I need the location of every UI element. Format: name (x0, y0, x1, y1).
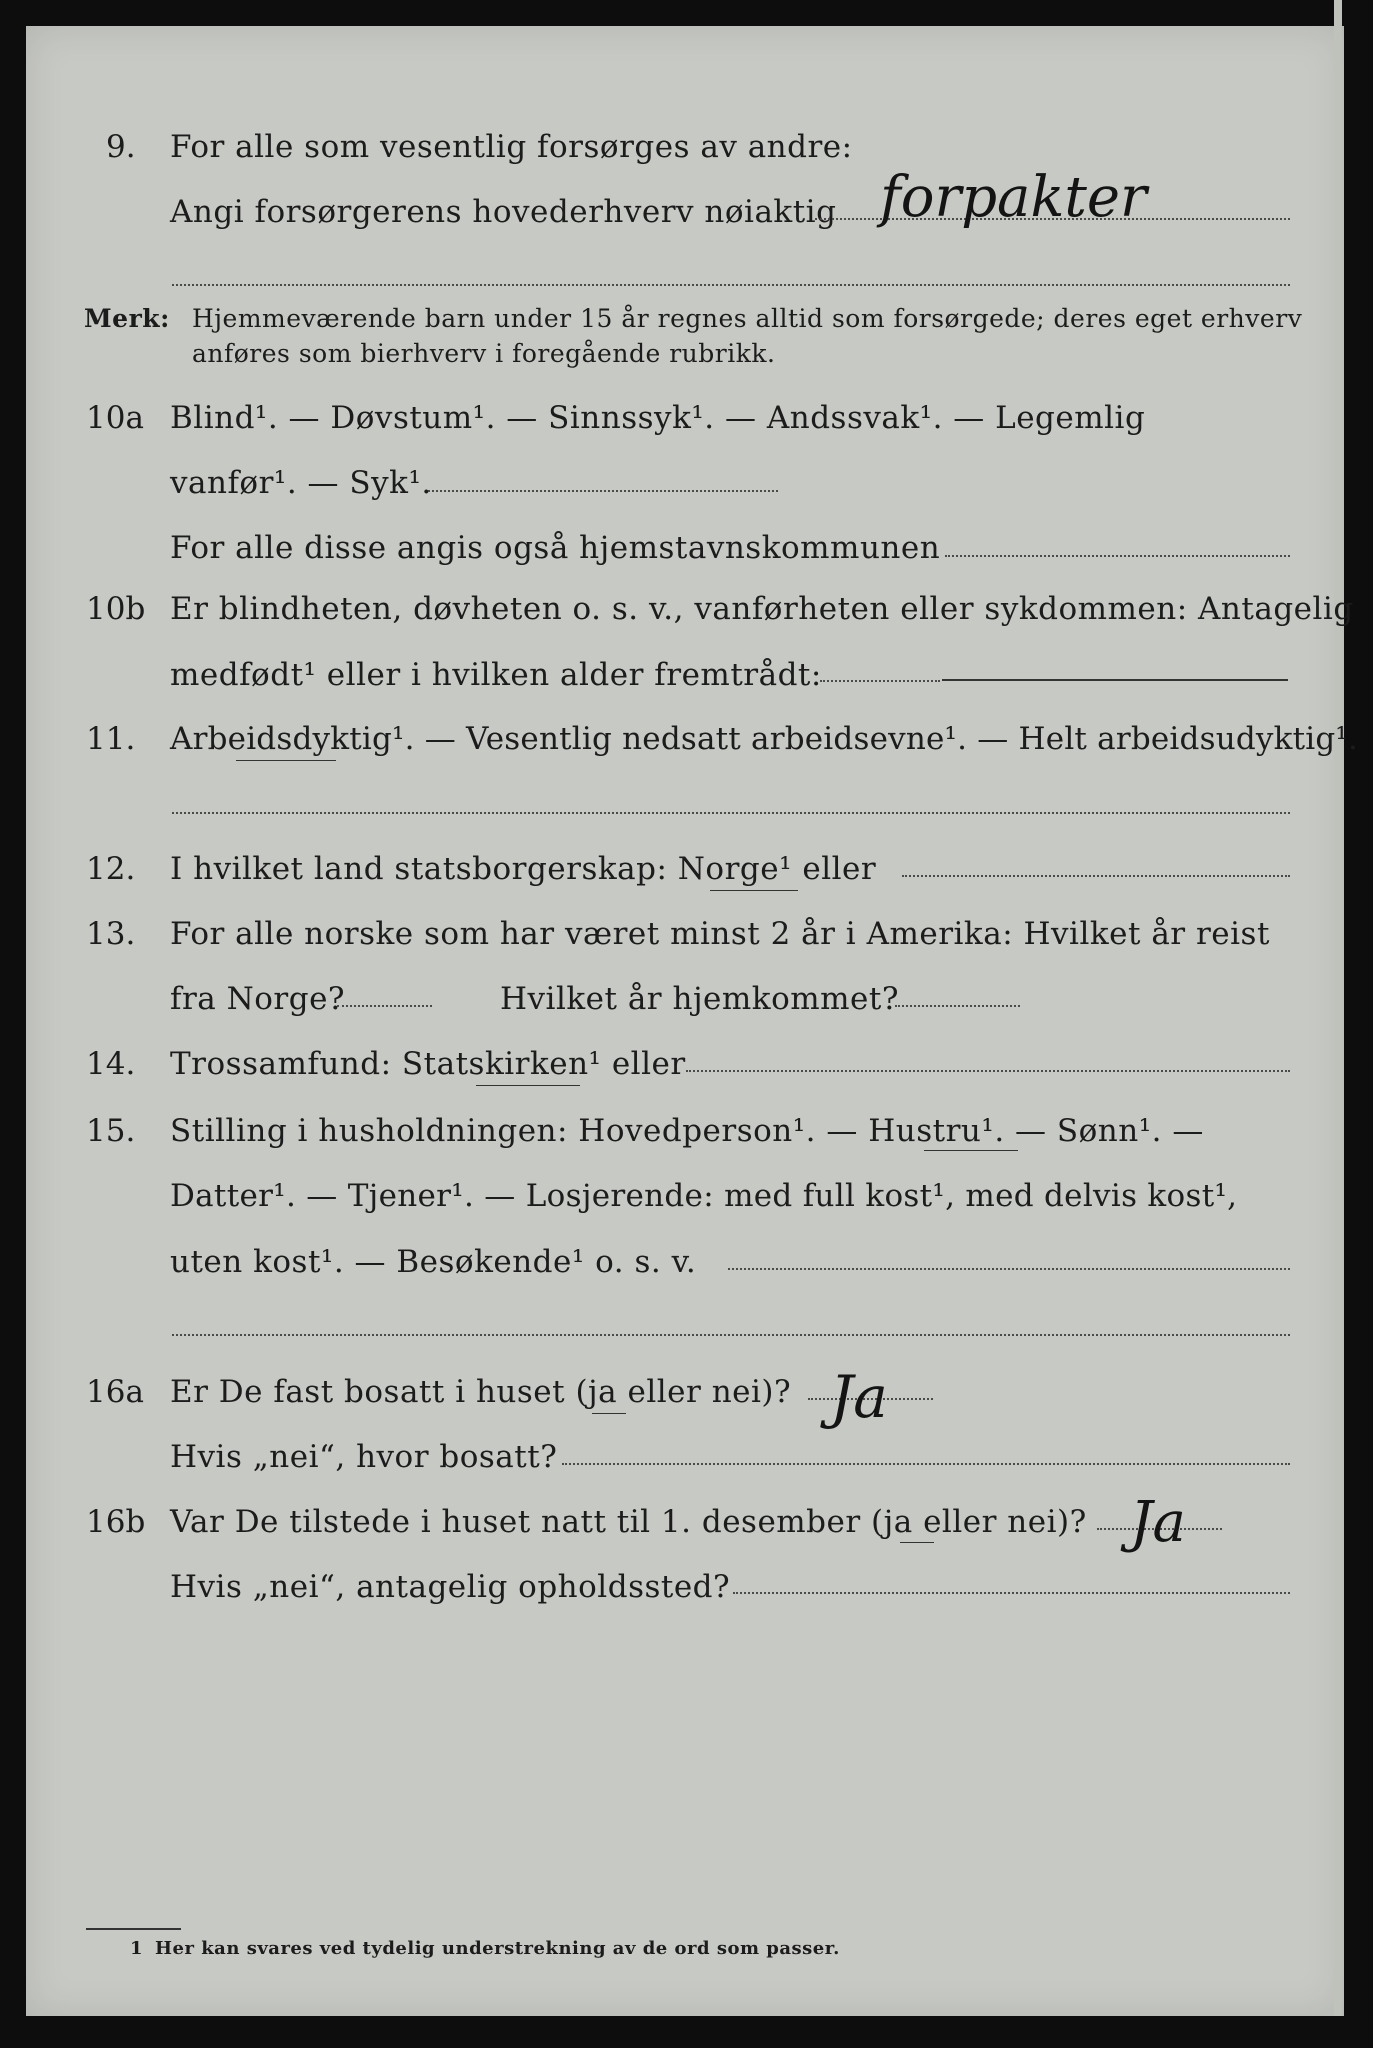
q15-answer-line (728, 1268, 1290, 1270)
scan-border-right (1347, 0, 1373, 2048)
q10b-number: 10b (86, 591, 146, 627)
q9-number: 9. (106, 129, 136, 165)
footnote-rule (86, 1928, 181, 1930)
q16a-bosatt-line (562, 1463, 1290, 1465)
q16a-number: 16a (86, 1374, 144, 1410)
q10b-line2: medfødt¹ eller i hvilken alder fremtrådt: (170, 657, 822, 693)
q10b-answer-stroke (942, 679, 1288, 681)
q16a-line2: Hvis „nei“, hvor bosatt? (170, 1439, 558, 1475)
q11-underline-mark (236, 760, 336, 761)
q15-line2: Datter¹. — Tjener¹. — Losjerende: med full kost¹, med delvis kost¹, (170, 1178, 1238, 1214)
q10a-line2: vanfør¹. — Syk¹. (170, 465, 432, 501)
q14-line1: Trossamfund: Statskirken¹ eller (170, 1046, 686, 1082)
page-edge (1334, 0, 1342, 2020)
q16a-line1: Er De fast bosatt i huset (ja eller nei)? (170, 1374, 792, 1410)
q14-answer-line (686, 1070, 1290, 1072)
q10a-line3: For alle disse angis også hjemstavnskommunen (170, 530, 941, 566)
q10b-answer-dots (820, 680, 940, 682)
q16a-underline-mark (592, 1413, 626, 1414)
q15-underline-mark (924, 1150, 1018, 1151)
footnote-marker: 1 (130, 1938, 144, 1959)
q10a-kommune-line (945, 555, 1290, 557)
q12-underline-mark (710, 890, 798, 891)
q13-line2b: Hvilket år hjemkommet? (500, 981, 899, 1017)
q11-blank-line (172, 812, 1290, 814)
q16b-handwritten-answer: Ja (1130, 1490, 1186, 1555)
merk-label: Merk: (84, 304, 170, 333)
q11-number: 11. (86, 721, 136, 757)
q12-line1: I hvilket land statsborgerskap: Norge¹ eller (170, 851, 877, 887)
q11-line1: Arbeidsdyktig¹. — Vesentlig nedsatt arbeidsevne¹. — Helt arbeidsudyktig¹. (170, 721, 1359, 757)
q9-line2: Angi forsørgerens hovederhverv nøiaktig (170, 194, 837, 230)
q15-blank-line (172, 1334, 1290, 1336)
footnote-text: Her kan svares ved tydelig understrekning av de ord som passer. (155, 1938, 840, 1959)
q16a-handwritten-answer: Ja (830, 1363, 888, 1431)
q16b-opholdssted-line (733, 1592, 1290, 1594)
q13-line2a: fra Norge? (170, 981, 346, 1017)
q15-line1: Stilling i husholdningen: Hovedperson¹. — Hustru¹. — Sønn¹. — (170, 1113, 1204, 1149)
q15-line3: uten kost¹. — Besøkende¹ o. s. v. (170, 1244, 697, 1280)
q16b-underline-mark (900, 1542, 934, 1543)
q12-answer-line (902, 875, 1290, 877)
q12-number: 12. (86, 851, 136, 887)
q9-handwritten-answer: forpakter (880, 165, 1147, 230)
q16b-number: 16b (86, 1504, 146, 1540)
q10a-line1: Blind¹. — Døvstum¹. — Sinnssyk¹. — Andssvak¹. — Legemlig (170, 400, 1146, 436)
q10a-answer-line (428, 490, 778, 492)
q9-blank-line (172, 284, 1290, 286)
scan-border-bottom (0, 2016, 1373, 2048)
q15-number: 15. (86, 1113, 136, 1149)
q14-underline-mark (476, 1085, 580, 1086)
q16b-line1: Var De tilstede i huset natt til 1. desember (ja eller nei)? (170, 1504, 1087, 1540)
q10b-line1: Er blindheten, døvheten o. s. v., vanførheten eller sykdommen: Antagelig (170, 591, 1354, 627)
q10a-number: 10a (86, 400, 144, 436)
merk-line2: anføres som bierhverv i foregående rubrikk. (192, 339, 776, 368)
q9-line1: For alle som vesentlig forsørges av andre: (170, 129, 853, 165)
q13-number: 13. (86, 916, 136, 952)
q13-hjemkommet-line (895, 1005, 1020, 1007)
q13-line1: For alle norske som har været minst 2 år i Amerika: Hvilket år reist (170, 916, 1270, 952)
q14-number: 14. (86, 1046, 136, 1082)
q16b-line2: Hvis „nei“, antagelig opholdssted? (170, 1569, 731, 1605)
q13-reist-line (337, 1005, 432, 1007)
merk-line1: Hjemmeværende barn under 15 år regnes alltid som forsørgede; deres eget erhverv (192, 304, 1303, 333)
